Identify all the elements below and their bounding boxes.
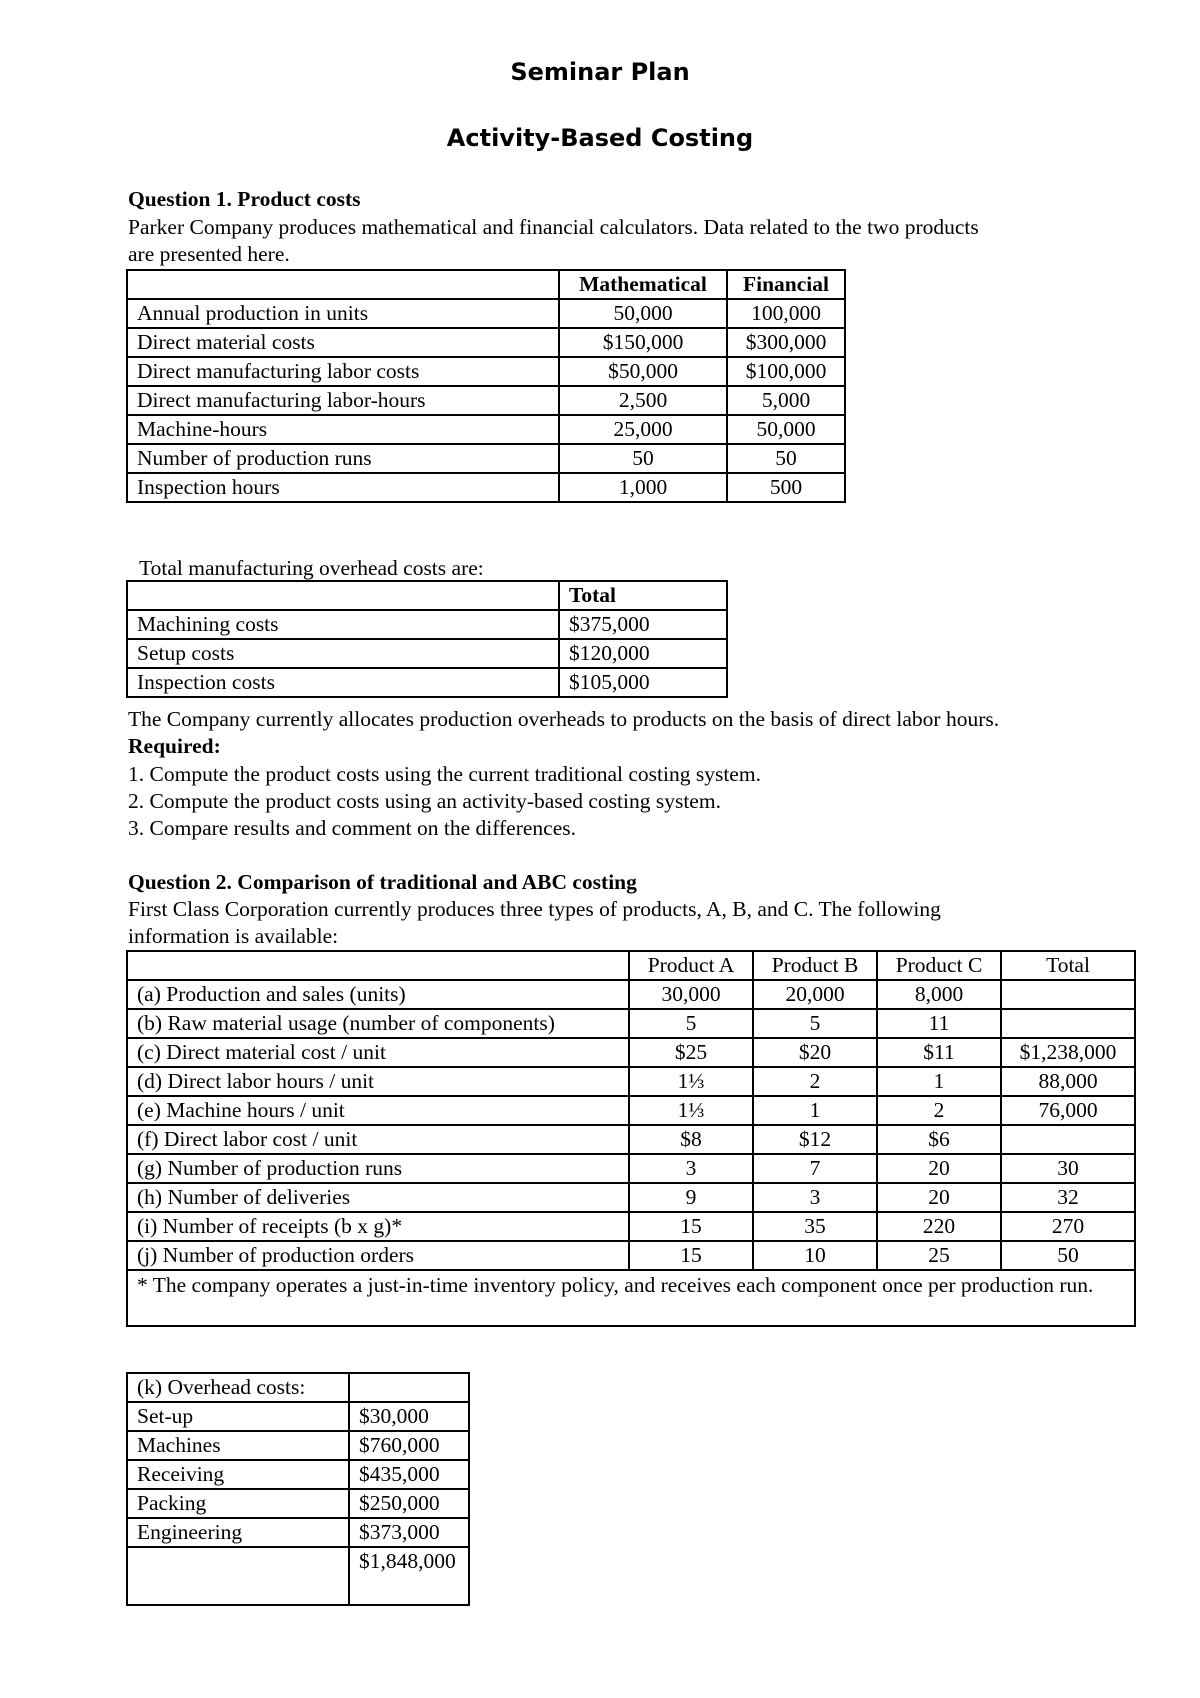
column-header-total: Total	[559, 581, 727, 610]
table-cell: $11	[877, 1038, 1001, 1067]
table-cell: 8,000	[877, 980, 1001, 1009]
table-row	[127, 639, 727, 668]
table-row	[127, 1067, 1135, 1096]
table-cell: 1	[753, 1096, 877, 1125]
table-cell	[1001, 980, 1135, 1009]
table-cell: 20	[877, 1183, 1001, 1212]
table-cell: 35	[753, 1212, 877, 1241]
overhead-total: $1,848,000	[349, 1547, 469, 1605]
row-label: Number of production runs	[127, 444, 559, 473]
row-label: Setup costs	[127, 639, 559, 668]
table-row	[127, 1518, 469, 1547]
table-cell: $120,000	[559, 639, 727, 668]
row-label: Packing	[127, 1489, 349, 1518]
column-header-product-c: Product C	[877, 951, 1001, 980]
table-header-row	[127, 270, 845, 299]
table-cell: $300,000	[727, 328, 845, 357]
q1-heading: Question 1. Product costs	[128, 187, 361, 211]
table-row	[127, 1038, 1135, 1067]
table-cell	[349, 1373, 469, 1402]
table-cell: 2,500	[559, 386, 727, 415]
row-label: (i) Number of receipts (b x g)*	[127, 1212, 629, 1241]
q1-required-item-1: 1. Compute the product costs using the current traditional costing system.	[128, 762, 761, 786]
row-label: (c) Direct material cost / unit	[127, 1038, 629, 1067]
table-row	[127, 1154, 1135, 1183]
row-label: Inspection costs	[127, 668, 559, 697]
q2-intro-line2: information is available:	[128, 924, 339, 948]
q1-intro-line2: are presented here.	[128, 242, 290, 266]
table-row	[127, 1096, 1135, 1125]
table-header-row	[127, 951, 1135, 980]
row-label: (e) Machine hours / unit	[127, 1096, 629, 1125]
table-cell: 25,000	[559, 415, 727, 444]
table-cell	[127, 581, 559, 610]
table-cell: 5	[629, 1009, 753, 1038]
page-subtitle: Activity-Based Costing	[446, 124, 754, 152]
column-header-mathematical: Mathematical	[559, 270, 727, 299]
table-row	[127, 1431, 469, 1460]
row-label: Direct manufacturing labor costs	[127, 357, 559, 386]
table-row	[127, 1125, 1135, 1154]
table-cell	[127, 270, 559, 299]
row-label: Engineering	[127, 1518, 349, 1547]
table-cell: 1,000	[559, 473, 727, 502]
q2-heading: Question 2. Comparison of traditional and ABC costing	[128, 870, 637, 894]
table-cell: 20	[877, 1154, 1001, 1183]
table-cell: $12	[753, 1125, 877, 1154]
table-cell: 500	[727, 473, 845, 502]
table-cell: 1	[877, 1067, 1001, 1096]
table-row	[127, 1489, 469, 1518]
table-cell: $100,000	[727, 357, 845, 386]
table-footnote: * The company operates a just-in-time inventory policy, and receives each component once per production run.	[127, 1270, 1135, 1326]
table-cell: $435,000	[349, 1460, 469, 1489]
column-header-product-b: Product B	[753, 951, 877, 980]
table-cell	[127, 951, 629, 980]
table-row	[127, 473, 845, 502]
row-label: (g) Number of production runs	[127, 1154, 629, 1183]
q2-overhead-table	[126, 1372, 470, 1606]
table-cell: 11	[877, 1009, 1001, 1038]
q1-required-item-3: 3. Compare results and comment on the differences.	[128, 816, 576, 840]
table-cell: $8	[629, 1125, 753, 1154]
table-row	[127, 980, 1135, 1009]
q1-intro-line1: Parker Company produces mathematical and financial calculators. Data related to the two products	[128, 215, 979, 239]
q1-required-item-2: 2. Compute the product costs using an activity-based costing system.	[128, 789, 721, 813]
table-cell: 30,000	[629, 980, 753, 1009]
table-cell	[127, 1547, 349, 1605]
table-cell	[1001, 1125, 1135, 1154]
table-total-row	[127, 1547, 469, 1605]
q2-product-table	[126, 950, 1136, 1327]
row-label: (f) Direct labor cost / unit	[127, 1125, 629, 1154]
table-cell: 50	[559, 444, 727, 473]
row-label: (b) Raw material usage (number of components)	[127, 1009, 629, 1038]
table-row	[127, 1460, 469, 1489]
table-cell: 50,000	[727, 415, 845, 444]
table-cell: $105,000	[559, 668, 727, 697]
row-label: Inspection hours	[127, 473, 559, 502]
table-row	[127, 610, 727, 639]
table-cell: $50,000	[559, 357, 727, 386]
table-cell: 2	[877, 1096, 1001, 1125]
table-cell: 25	[877, 1241, 1001, 1270]
row-label: (j) Number of production orders	[127, 1241, 629, 1270]
table-cell: 7	[753, 1154, 877, 1183]
table-row	[127, 357, 845, 386]
table-cell: 270	[1001, 1212, 1135, 1241]
table-footnote-row	[127, 1270, 1135, 1326]
row-label: Direct material costs	[127, 328, 559, 357]
table-row	[127, 415, 845, 444]
table-cell: 5	[753, 1009, 877, 1038]
row-label: Receiving	[127, 1460, 349, 1489]
table-cell: 50,000	[559, 299, 727, 328]
table-cell: 3	[629, 1154, 753, 1183]
table-cell: 2	[753, 1067, 877, 1096]
table-row	[127, 1402, 469, 1431]
row-label: (a) Production and sales (units)	[127, 980, 629, 1009]
row-label: Annual production in units	[127, 299, 559, 328]
table-cell: 88,000	[1001, 1067, 1135, 1096]
row-label: (h) Number of deliveries	[127, 1183, 629, 1212]
table-cell: 50	[727, 444, 845, 473]
table-row	[127, 668, 727, 697]
table-row	[127, 1241, 1135, 1270]
row-label: Machine-hours	[127, 415, 559, 444]
table-cell: 50	[1001, 1241, 1135, 1270]
table-cell: $150,000	[559, 328, 727, 357]
table-row	[127, 299, 845, 328]
table-cell: 1⅓	[629, 1096, 753, 1125]
table-cell: 9	[629, 1183, 753, 1212]
table-cell: 100,000	[727, 299, 845, 328]
table-cell: $250,000	[349, 1489, 469, 1518]
q1-allocation-text: The Company currently allocates production overheads to products on the basis of direct labor hours.	[128, 707, 1000, 731]
table-cell: 15	[629, 1212, 753, 1241]
column-header-total: Total	[1001, 951, 1135, 980]
table-cell: 76,000	[1001, 1096, 1135, 1125]
q1-overhead-table	[126, 580, 728, 698]
table-row	[127, 444, 845, 473]
row-label: Machining costs	[127, 610, 559, 639]
row-label: Direct manufacturing labor-hours	[127, 386, 559, 415]
table-header-row	[127, 581, 727, 610]
table-cell: $760,000	[349, 1431, 469, 1460]
table-cell	[1001, 1009, 1135, 1038]
table-cell: $375,000	[559, 610, 727, 639]
q2-intro-line1: First Class Corporation currently produces three types of products, A, B, and C. The following	[128, 897, 941, 921]
table-row	[127, 328, 845, 357]
table-header-row	[127, 1373, 469, 1402]
table-row	[127, 1212, 1135, 1241]
column-header-product-a: Product A	[629, 951, 753, 980]
q1-overhead-intro: Total manufacturing overhead costs are:	[139, 556, 484, 580]
overhead-header: (k) Overhead costs:	[127, 1373, 349, 1402]
table-cell: 5,000	[727, 386, 845, 415]
table-cell: 3	[753, 1183, 877, 1212]
table-cell: 15	[629, 1241, 753, 1270]
row-label: (d) Direct labor hours / unit	[127, 1067, 629, 1096]
table-cell: 10	[753, 1241, 877, 1270]
table-cell: 30	[1001, 1154, 1135, 1183]
table-cell: 1⅓	[629, 1067, 753, 1096]
table-cell: $20	[753, 1038, 877, 1067]
row-label: Machines	[127, 1431, 349, 1460]
table-cell: $373,000	[349, 1518, 469, 1547]
table-cell: $25	[629, 1038, 753, 1067]
q1-product-table	[126, 269, 846, 503]
table-cell: $6	[877, 1125, 1001, 1154]
page-title: Seminar Plan	[510, 58, 690, 86]
column-header-financial: Financial	[727, 270, 845, 299]
table-cell: 32	[1001, 1183, 1135, 1212]
table-cell: 220	[877, 1212, 1001, 1241]
table-row	[127, 1009, 1135, 1038]
q1-required-label: Required:	[128, 734, 221, 758]
table-row	[127, 386, 845, 415]
table-row	[127, 1183, 1135, 1212]
table-cell: 20,000	[753, 980, 877, 1009]
row-label: Set-up	[127, 1402, 349, 1431]
table-cell: $1,238,000	[1001, 1038, 1135, 1067]
table-cell: $30,000	[349, 1402, 469, 1431]
